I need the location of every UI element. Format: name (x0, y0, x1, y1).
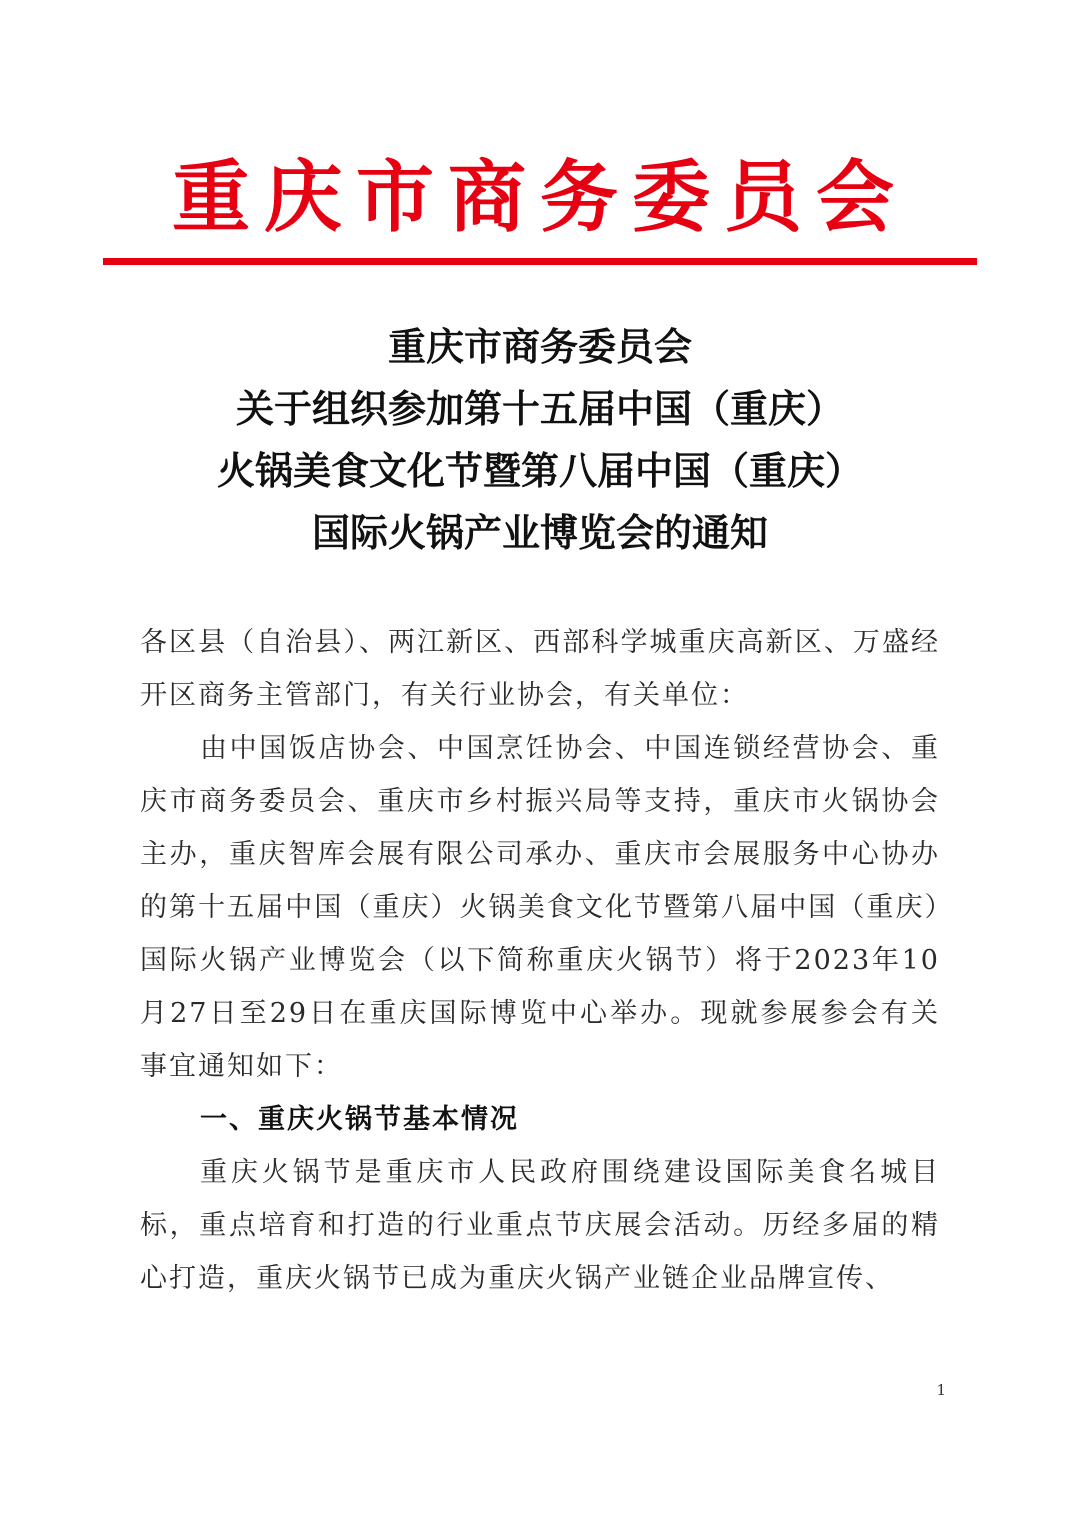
salutation: 各区县（自治县）、两江新区、西部科学城重庆高新区、万盛经开区商务主管部门，有关行业协会，有关单位： (140, 627, 940, 711)
paragraph-intro: 由中国饭店协会、中国烹饪协会、中国连锁经营协会、重庆市商务委员会、重庆市乡村振兴局等支持，重庆市火锅协会主办，重庆智库会展有限公司承办、重庆市会展服务中心协办的第十五届中国（重庆）火锅美食文化节暨第八届中国（重庆）国际火锅产业博览会（以下简称重庆火锅节）将于2023年10月27日至29日在重庆国际博览中心举办。现就参展参会有关事宜通知如下： (140, 733, 940, 1082)
document-title (0, 316, 1080, 564)
document-body (140, 616, 940, 1305)
letterhead-red-rule (103, 258, 977, 265)
document-title-line-3: 火锅美食文化节暨第八届中国（重庆） (216, 448, 863, 493)
document-title-line-1: 重庆市商务委员会 (387, 324, 692, 369)
document-title-line-4: 国际火锅产业博览会的通知 (311, 510, 768, 555)
document-title-line-2: 关于组织参加第十五届中国（重庆） (235, 386, 844, 431)
paragraph-section-1: 重庆火锅节是重庆市人民政府围绕建设国际美食名城目标，重点培育和打造的行业重点节庆展会活动。历经多届的精心打造，重庆火锅节已成为重庆火锅产业链企业品牌宣传、 (140, 1157, 940, 1294)
section-heading-1: 一、重庆火锅节基本情况 (200, 1104, 519, 1135)
letterhead-title: 重庆市商务委员会 (171, 152, 908, 243)
page-number: 1 (936, 1381, 946, 1399)
